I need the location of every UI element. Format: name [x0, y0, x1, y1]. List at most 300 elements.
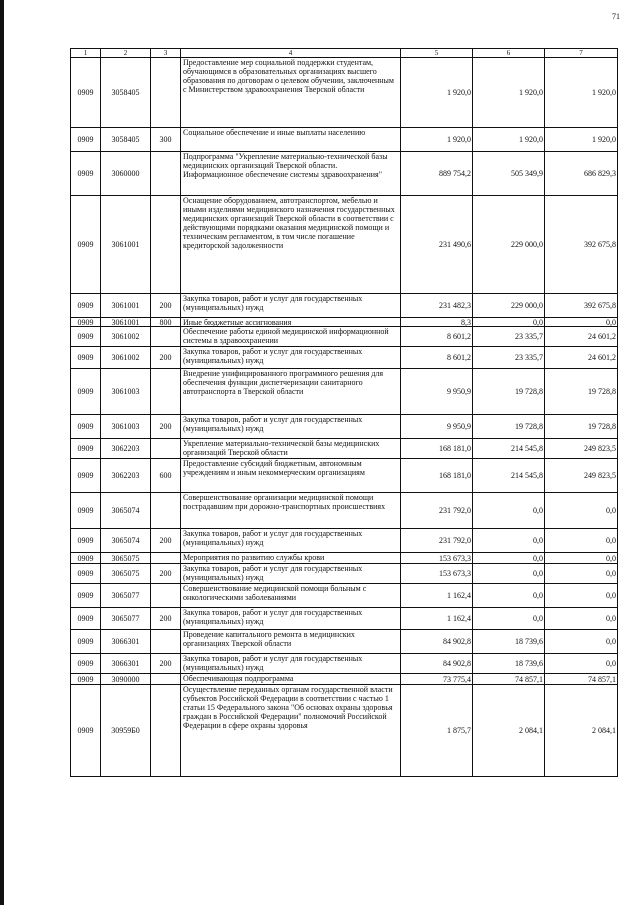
section-code: [71, 654, 101, 674]
amount-col-5-text: 231 490,6: [439, 240, 471, 249]
item-description-text: Подпрограмма "Укрепление материально-технической базы медицинских организаций Тверской области. Информационное обеспечение системы здравоохранения": [183, 152, 388, 179]
amount-col-5: [401, 415, 473, 439]
table-row: [71, 654, 618, 674]
amount-col-6-text: 23 335,7: [515, 353, 543, 362]
amount-col-7-text: 2 084,1: [592, 726, 616, 735]
amount-col-5-text: 231 792,0: [439, 536, 471, 545]
amount-col-6-text: 18 739,6: [515, 659, 543, 668]
item-description-text: Социальное обеспечение и иные выплаты населению: [183, 128, 366, 137]
target-item-code: [101, 294, 151, 318]
item-description-text: Обеспечивающая подпрограмма: [183, 674, 294, 683]
amount-col-7: [545, 327, 618, 347]
table-row: [71, 369, 618, 415]
amount-col-6-text: 214 545,8: [511, 444, 543, 453]
section-code: [71, 152, 101, 196]
expense-type-code: [151, 347, 181, 369]
target-item-code-text: 3065077: [111, 591, 140, 600]
section-code-text: 0909: [77, 726, 94, 735]
budget-table: [70, 48, 618, 777]
item-description: [181, 128, 401, 152]
amount-col-7: [545, 654, 618, 674]
amount-col-7: [545, 439, 618, 459]
amount-col-7: [545, 529, 618, 553]
section-code: [71, 553, 101, 564]
amount-col-7-text: 74 857,1: [588, 674, 616, 684]
table-row: [71, 493, 618, 529]
item-description: [181, 294, 401, 318]
amount-col-5-text: 8 601,2: [447, 332, 471, 341]
target-item-code: [101, 654, 151, 674]
amount-col-6-text: 2 084,1: [519, 726, 543, 735]
target-item-code-text: 3061003: [111, 422, 140, 431]
section-code-text: 0909: [77, 444, 94, 453]
table-row: [71, 685, 618, 777]
amount-col-7: [545, 152, 618, 196]
amount-col-6-text: 1 920,0: [519, 88, 543, 97]
table-row: [71, 630, 618, 654]
expense-type-code: [151, 529, 181, 553]
amount-col-7-text: 249 823,5: [584, 444, 616, 453]
item-description-text: Совершенствование организации медицинской помощи пострадавшим при дорожно-транспортных происшествиях: [183, 493, 386, 511]
amount-col-7: [545, 685, 618, 777]
amount-col-6: [473, 654, 545, 674]
amount-col-7-text: 249 823,5: [584, 471, 616, 480]
amount-col-5: [401, 294, 473, 318]
amount-col-6-text: 0,0: [533, 569, 543, 578]
amount-col-6: [473, 439, 545, 459]
amount-col-6: [473, 529, 545, 553]
target-item-code: [101, 369, 151, 415]
amount-col-5: [401, 674, 473, 685]
target-item-code-text: 3065077: [111, 614, 140, 623]
section-code: [71, 608, 101, 630]
target-item-code-text: 3065074: [111, 506, 140, 515]
section-code-text: 0909: [77, 353, 94, 362]
expense-type-code: [151, 685, 181, 777]
amount-col-5-text: 9 950,9: [447, 422, 471, 431]
section-code-text: 0909: [77, 88, 94, 97]
section-code: [71, 196, 101, 294]
item-description: [181, 58, 401, 128]
amount-col-5-text: 73 775,4: [443, 674, 471, 684]
target-item-code-text: 3058405: [111, 88, 140, 97]
amount-col-6-text: 0,0: [533, 591, 543, 600]
table-row: [71, 553, 618, 564]
target-item-code-text: 3066301: [111, 637, 140, 646]
amount-col-6-text: 0,0: [533, 614, 543, 623]
table-row: [71, 128, 618, 152]
expense-type-code: [151, 439, 181, 459]
amount-col-7-text: 19 728,8: [588, 387, 616, 396]
expense-type-code: [151, 152, 181, 196]
amount-col-6: [473, 584, 545, 608]
amount-col-5-text: 8,3: [461, 318, 471, 327]
amount-col-7-text: 392 675,8: [584, 240, 616, 249]
target-item-code: [101, 152, 151, 196]
amount-col-5: [401, 327, 473, 347]
header-col-4: 4: [181, 49, 401, 58]
amount-col-5-text: 231 482,3: [439, 301, 471, 310]
target-item-code-text: 3061001: [111, 301, 140, 310]
expense-type-code-text: 300: [159, 135, 172, 144]
amount-col-5-text: 1 162,4: [447, 591, 471, 600]
item-description: [181, 415, 401, 439]
item-description: [181, 327, 401, 347]
header-col-5: 5: [401, 49, 473, 58]
amount-col-6: [473, 58, 545, 128]
expense-type-code-text: 200: [159, 569, 172, 578]
amount-col-7-text: 0,0: [606, 659, 616, 668]
item-description: [181, 347, 401, 369]
amount-col-6: [473, 493, 545, 529]
expense-type-code: [151, 674, 181, 685]
target-item-code: [101, 584, 151, 608]
table-row: [71, 196, 618, 294]
target-item-code-text: 30959Б0: [111, 726, 140, 735]
amount-col-7: [545, 564, 618, 584]
expense-type-code-text: 200: [159, 614, 172, 623]
amount-col-7-text: 1 920,0: [592, 88, 616, 97]
amount-col-5-text: 231 792,0: [439, 506, 471, 515]
amount-col-7-text: 0,0: [606, 637, 616, 646]
amount-col-7-text: 0,0: [606, 591, 616, 600]
amount-col-7: [545, 415, 618, 439]
section-code-text: 0909: [77, 318, 94, 327]
section-code: [71, 415, 101, 439]
target-item-code-text: 3061001: [111, 240, 140, 249]
amount-col-6-text: 74 857,1: [515, 674, 543, 684]
amount-col-6: [473, 152, 545, 196]
target-item-code: [101, 347, 151, 369]
target-item-code: [101, 674, 151, 685]
section-code-text: 0909: [77, 614, 94, 623]
item-description-text: Обеспечение работы единой медицинской информационной системы в здравоохранении: [183, 327, 389, 345]
item-description: [181, 654, 401, 674]
item-description-text: Осуществление переданных органам государственной власти субъектов Российской Федерации в соответствии с частью 1 статьи 15 Федерального закона "Об основах охраны здоровья граждан в Российской Федерации" полномочий Российской Федерации в сфере охраны здоровья: [183, 685, 393, 730]
section-code-text: 0909: [77, 553, 94, 563]
amount-col-6-text: 1 920,0: [519, 135, 543, 144]
table-row: [71, 459, 618, 493]
section-code-text: 0909: [77, 301, 94, 310]
amount-col-6-text: 0,0: [533, 318, 543, 327]
expense-type-code: [151, 630, 181, 654]
amount-col-6: [473, 415, 545, 439]
table-row: [71, 152, 618, 196]
section-code-text: 0909: [77, 569, 94, 578]
amount-col-5: [401, 654, 473, 674]
amount-col-7: [545, 674, 618, 685]
amount-col-5: [401, 608, 473, 630]
amount-col-5: [401, 564, 473, 584]
target-item-code-text: 3090000: [111, 674, 140, 684]
target-item-code-text: 3062203: [111, 444, 140, 453]
section-code-text: 0909: [77, 637, 94, 646]
amount-col-6-text: 505 349,9: [511, 169, 543, 178]
item-description-text: Внедрение унифицированного программного решения для обеспечения функции диспетчеризации санитарного автотранспорта в Тверской области: [183, 369, 384, 396]
amount-col-6-text: 0,0: [533, 506, 543, 515]
table-row: [71, 529, 618, 553]
table-row: [71, 584, 618, 608]
item-description-text: Закупка товаров, работ и услуг для государственных (муниципальных) нужд: [183, 415, 363, 433]
item-description: [181, 630, 401, 654]
target-item-code: [101, 459, 151, 493]
expense-type-code-text: 600: [159, 471, 172, 480]
item-description: [181, 608, 401, 630]
amount-col-7-text: 24 601,2: [588, 332, 616, 341]
amount-col-7: [545, 369, 618, 415]
amount-col-5: [401, 347, 473, 369]
section-code-text: 0909: [77, 506, 94, 515]
section-code: [71, 439, 101, 459]
item-description: [181, 685, 401, 777]
section-code-text: 0909: [77, 674, 94, 684]
header-col-6: 6: [473, 49, 545, 58]
target-item-code: [101, 630, 151, 654]
amount-col-6-text: 229 000,0: [511, 301, 543, 310]
amount-col-6: [473, 685, 545, 777]
expense-type-code: [151, 459, 181, 493]
section-code: [71, 347, 101, 369]
amount-col-7-text: 0,0: [606, 506, 616, 515]
expense-type-code: [151, 415, 181, 439]
section-code: [71, 459, 101, 493]
item-description-text: Закупка товаров, работ и услуг для государственных (муниципальных) нужд: [183, 529, 363, 547]
amount-col-5: [401, 152, 473, 196]
section-code: [71, 529, 101, 553]
item-description-text: Закупка товаров, работ и услуг для государственных (муниципальных) нужд: [183, 608, 363, 626]
table-row: [71, 58, 618, 128]
item-description: [181, 564, 401, 584]
section-code-text: 0909: [77, 422, 94, 431]
section-code: [71, 318, 101, 327]
target-item-code: [101, 196, 151, 294]
target-item-code: [101, 685, 151, 777]
section-code: [71, 294, 101, 318]
expense-type-code-text: 200: [159, 301, 172, 310]
scan-edge: [0, 0, 4, 905]
expense-type-code-text: 200: [159, 659, 172, 668]
expense-type-code: [151, 128, 181, 152]
amount-col-5: [401, 584, 473, 608]
amount-col-5: [401, 529, 473, 553]
item-description: [181, 584, 401, 608]
expense-type-code: [151, 608, 181, 630]
target-item-code: [101, 529, 151, 553]
amount-col-6: [473, 553, 545, 564]
table-row: [71, 318, 618, 327]
amount-col-7: [545, 128, 618, 152]
amount-col-5-text: 84 902,8: [443, 659, 471, 668]
section-code: [71, 493, 101, 529]
table-row: [71, 674, 618, 685]
amount-col-7-text: 24 601,2: [588, 353, 616, 362]
item-description-text: Оснащение оборудованием, автотранспортом, мебелью и иными изделиями медицинского назначения государственных медицинских организаций Тверской области в соответствии с действующими порядками оказания медицинской помощи и техническим регламентом, в том числе погашение кредиторской задолженности: [183, 196, 395, 250]
expense-type-code: [151, 58, 181, 128]
item-description: [181, 674, 401, 685]
item-description: [181, 553, 401, 564]
amount-col-5: [401, 630, 473, 654]
section-code: [71, 58, 101, 128]
amount-col-6: [473, 327, 545, 347]
section-code: [71, 327, 101, 347]
amount-col-7-text: 19 728,8: [588, 422, 616, 431]
amount-col-7: [545, 347, 618, 369]
target-item-code: [101, 608, 151, 630]
amount-col-7: [545, 58, 618, 128]
amount-col-5-text: 84 902,8: [443, 637, 471, 646]
amount-col-5-text: 1 920,0: [447, 88, 471, 97]
amount-col-5: [401, 318, 473, 327]
target-item-code-text: 3066301: [111, 659, 140, 668]
amount-col-5: [401, 196, 473, 294]
table-row: [71, 608, 618, 630]
amount-col-7: [545, 553, 618, 564]
item-description: [181, 459, 401, 493]
amount-col-6: [473, 196, 545, 294]
item-description-text: Мероприятия по развитию службы крови: [183, 553, 325, 562]
item-description: [181, 196, 401, 294]
amount-col-6-text: 0,0: [533, 536, 543, 545]
amount-col-6-text: 23 335,7: [515, 332, 543, 341]
section-code-text: 0909: [77, 135, 94, 144]
target-item-code: [101, 564, 151, 584]
amount-col-6: [473, 564, 545, 584]
item-description-text: Предоставление субсидий бюджетным, автономным учреждениям и иным некоммерческим организациям: [183, 459, 365, 477]
amount-col-5-text: 153 673,3: [439, 569, 471, 578]
amount-col-6: [473, 128, 545, 152]
expense-type-code: [151, 553, 181, 564]
amount-col-6: [473, 294, 545, 318]
item-description-text: Укрепление материально-технической базы медицинских организаций Тверской области: [183, 439, 380, 457]
target-item-code-text: 3065075: [111, 569, 140, 578]
section-code-text: 0909: [77, 332, 94, 341]
item-description: [181, 439, 401, 459]
amount-col-6-text: 229 000,0: [511, 240, 543, 249]
item-description: [181, 152, 401, 196]
amount-col-5: [401, 439, 473, 459]
target-item-code: [101, 553, 151, 564]
amount-col-7-text: 0,0: [606, 318, 616, 327]
section-code: [71, 584, 101, 608]
section-code-text: 0909: [77, 169, 94, 178]
amount-col-6-text: 18 739,6: [515, 637, 543, 646]
section-code-text: 0909: [77, 240, 94, 249]
amount-col-5: [401, 685, 473, 777]
target-item-code: [101, 58, 151, 128]
amount-col-6: [473, 630, 545, 654]
target-item-code-text: 3065074: [111, 536, 140, 545]
target-item-code-text: 3060000: [111, 169, 140, 178]
target-item-code: [101, 327, 151, 347]
expense-type-code-text: 200: [159, 353, 172, 362]
target-item-code: [101, 439, 151, 459]
section-code-text: 0909: [77, 387, 94, 396]
page-number: 71: [612, 12, 620, 21]
amount-col-7-text: 686 829,3: [584, 169, 616, 178]
amount-col-6: [473, 674, 545, 685]
amount-col-7: [545, 196, 618, 294]
expense-type-code: [151, 654, 181, 674]
amount-col-5-text: 889 754,2: [439, 169, 471, 178]
section-code: [71, 685, 101, 777]
target-item-code-text: 3062203: [111, 471, 140, 480]
amount-col-7: [545, 294, 618, 318]
expense-type-code: [151, 584, 181, 608]
amount-col-7-text: 0,0: [606, 536, 616, 545]
table-row: [71, 439, 618, 459]
amount-col-5: [401, 128, 473, 152]
section-code: [71, 630, 101, 654]
target-item-code-text: 3061002: [111, 353, 140, 362]
amount-col-7-text: 392 675,8: [584, 301, 616, 310]
target-item-code: [101, 318, 151, 327]
section-code-text: 0909: [77, 471, 94, 480]
section-code: [71, 674, 101, 685]
expense-type-code: [151, 369, 181, 415]
header-col-7: 7: [545, 49, 618, 58]
expense-type-code-text: 800: [159, 318, 172, 327]
section-code: [71, 128, 101, 152]
amount-col-5-text: 1 162,4: [447, 614, 471, 623]
expense-type-code-text: 200: [159, 422, 172, 431]
section-code: [71, 564, 101, 584]
amount-col-7: [545, 608, 618, 630]
table-row: [71, 415, 618, 439]
amount-col-7: [545, 459, 618, 493]
item-description-text: Закупка товаров, работ и услуг для государственных (муниципальных) нужд: [183, 347, 363, 365]
target-item-code: [101, 493, 151, 529]
target-item-code: [101, 128, 151, 152]
amount-col-7: [545, 630, 618, 654]
target-item-code: [101, 415, 151, 439]
amount-col-7-text: 0,0: [606, 614, 616, 623]
amount-col-5-text: 1 875,7: [447, 726, 471, 735]
amount-col-6: [473, 369, 545, 415]
amount-col-5: [401, 459, 473, 493]
section-code-text: 0909: [77, 591, 94, 600]
table-header: [71, 49, 618, 58]
table-row: [71, 564, 618, 584]
amount-col-5: [401, 553, 473, 564]
section-code-text: 0909: [77, 536, 94, 545]
item-description: [181, 318, 401, 327]
amount-col-6-text: 19 728,8: [515, 422, 543, 431]
amount-col-5-text: 8 601,2: [447, 353, 471, 362]
item-description-text: Закупка товаров, работ и услуг для государственных (муниципальных) нужд: [183, 654, 363, 672]
expense-type-code: [151, 327, 181, 347]
target-item-code-text: 3058405: [111, 135, 140, 144]
amount-col-7: [545, 493, 618, 529]
item-description: [181, 493, 401, 529]
item-description-text: Проведение капитального ремонта в медицинских организациях Тверской области: [183, 630, 355, 648]
header-col-3: 3: [151, 49, 181, 58]
amount-col-5-text: 1 920,0: [447, 135, 471, 144]
item-description-text: Закупка товаров, работ и услуг для государственных (муниципальных) нужд: [183, 294, 363, 312]
item-description-text: Совершенствование медицинской помощи больным с онкологическими заболеваниями: [183, 584, 367, 602]
section-code-text: 0909: [77, 659, 94, 668]
amount-col-6-text: 0,0: [533, 553, 543, 563]
amount-col-5: [401, 369, 473, 415]
amount-col-7: [545, 584, 618, 608]
expense-type-code-text: 200: [159, 536, 172, 545]
amount-col-6: [473, 608, 545, 630]
expense-type-code: [151, 196, 181, 294]
amount-col-6: [473, 347, 545, 369]
target-item-code-text: 3065075: [111, 553, 140, 563]
amount-col-6-text: 214 545,8: [511, 471, 543, 480]
item-description-text: Иные бюджетные ассигнования: [183, 318, 292, 327]
table-row: [71, 327, 618, 347]
